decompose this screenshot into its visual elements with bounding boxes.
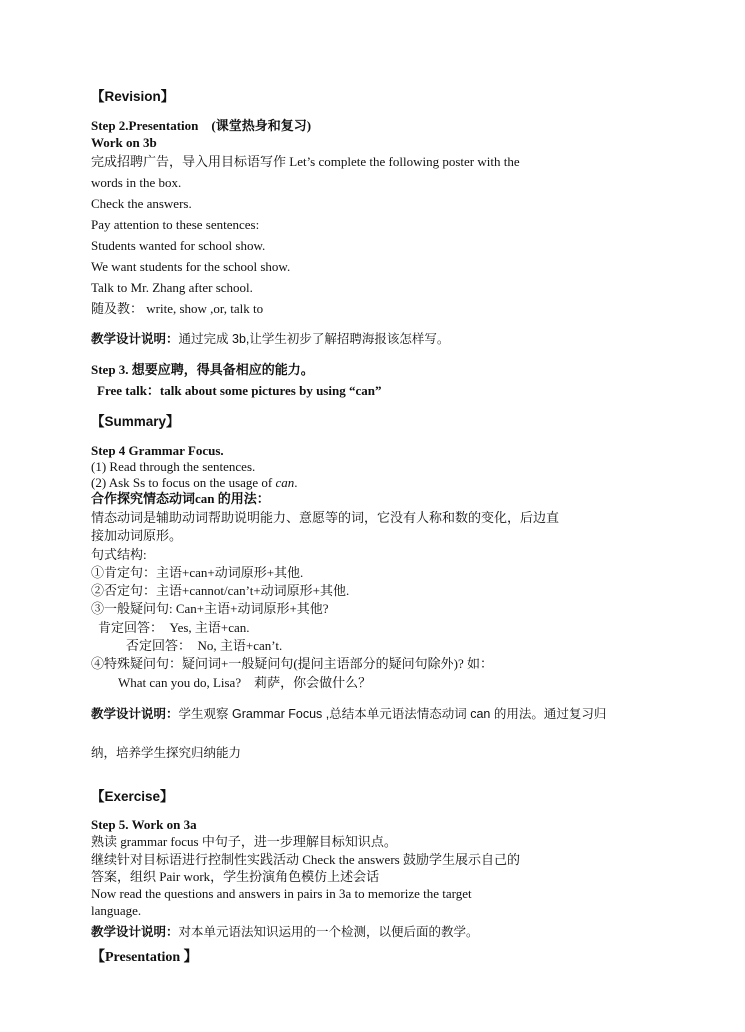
explain-line: 接加动词原形。 bbox=[91, 528, 183, 543]
exercise-line: 熟读 grammar focus 中句子，进一步理解目标知识点。 bbox=[91, 834, 397, 849]
step4-line: (1) Read through the sentences. bbox=[91, 459, 256, 474]
exercise-line: 答案，组织 Pair work，学生扮演角色模仿上述会话 bbox=[91, 869, 380, 884]
structure-line: ①肯定句：主语+can+动词原形+其他. bbox=[91, 565, 304, 580]
design-note-text: 学生观察 Grammar Focus ,总结本单元语法情态动词 can 的用法。通过复习归 bbox=[178, 707, 607, 721]
structure-line: ③一般疑问句: Can+主语+动词原形+其他? bbox=[91, 601, 329, 616]
explore-title: 合作探究情态动词can 的用法： bbox=[91, 491, 270, 506]
design-note-summary-cont: 纳，培养学生探究归纳能力 bbox=[91, 746, 242, 760]
example-sentence: What can you do, Lisa? 莉萨，你会做什么？ bbox=[118, 675, 372, 690]
step4-line bbox=[91, 475, 298, 491]
presentation-heading: 【Presentation 】 bbox=[91, 950, 198, 965]
step2-title: Step 2.Presentation (课堂热身和复习) bbox=[91, 118, 312, 133]
step4-line-prefix: (2) Ask Ss to focus on the usage of bbox=[91, 475, 276, 490]
revision-line: words in the box. bbox=[91, 175, 182, 190]
revision-line: Check the answers. bbox=[91, 196, 192, 211]
structure-line: ②否定句：主语+cannot/can’t+动词原形+其他. bbox=[91, 583, 350, 598]
revision-line: Pay attention to these sentences: bbox=[91, 217, 260, 232]
design-note-text: 对本单元语法知识运用的一个检测，以便后面的教学。 bbox=[178, 925, 479, 939]
wh-question: ④特殊疑问句：疑问词+一般疑问句(提问主语部分的疑问句除外)? 如： bbox=[91, 656, 494, 671]
explain-line: 情态动词是辅助动词帮助说明能力、意愿等的词，它没有人称和数的变化，后边直 bbox=[91, 510, 560, 525]
revision-line: 完成招聘广告，导入用目标语写作 Let’s complete the following poster with the bbox=[91, 154, 520, 169]
revision-line: 随及教： write, show ,or, talk to bbox=[91, 301, 264, 316]
summary-heading: 【Summary】 bbox=[91, 414, 180, 429]
work-on-3b: Work on 3b bbox=[91, 135, 157, 150]
design-note-revision bbox=[91, 332, 449, 347]
exercise-line: Now read the questions and answers in pairs in 3a to memorize the target bbox=[91, 886, 472, 901]
exercise-line: 继续针对目标语进行控制性实践活动 Check the answers 鼓励学生展示自己的 bbox=[91, 852, 520, 867]
design-note-exercise bbox=[91, 925, 479, 940]
exercise-line: language. bbox=[91, 903, 142, 918]
revision-line: Students wanted for school show. bbox=[91, 238, 266, 253]
design-note-label: 教学设计说明： bbox=[91, 707, 179, 721]
step5-title: Step 5. Work on 3a bbox=[91, 817, 197, 832]
positive-answer: 肯定回答： Yes, 主语+can. bbox=[98, 620, 250, 635]
revision-heading: 【Revision】 bbox=[91, 89, 175, 104]
design-note-label: 教学设计说明： bbox=[91, 332, 179, 346]
structure-title: 句式结构: bbox=[91, 547, 147, 562]
revision-line: Talk to Mr. Zhang after school. bbox=[91, 280, 253, 295]
step3-title: Step 3. 想要应聘，得具备相应的能力。 bbox=[91, 362, 314, 377]
step4-title: Step 4 Grammar Focus. bbox=[91, 443, 224, 458]
exercise-heading: 【Exercise】 bbox=[91, 789, 174, 804]
revision-line: We want students for the school show. bbox=[91, 259, 291, 274]
negative-answer: 否定回答： No, 主语+can’t. bbox=[126, 638, 283, 653]
step4-line-suffix: . bbox=[294, 475, 298, 490]
design-note-label: 教学设计说明： bbox=[91, 925, 179, 939]
can-italic: can bbox=[275, 475, 295, 490]
free-talk: Free talk：talk about some pictures by using “can” bbox=[97, 383, 382, 398]
design-note-summary bbox=[91, 707, 606, 722]
design-note-text: 通过完成 3b,让学生初步了解招聘海报该怎样写。 bbox=[178, 332, 450, 346]
